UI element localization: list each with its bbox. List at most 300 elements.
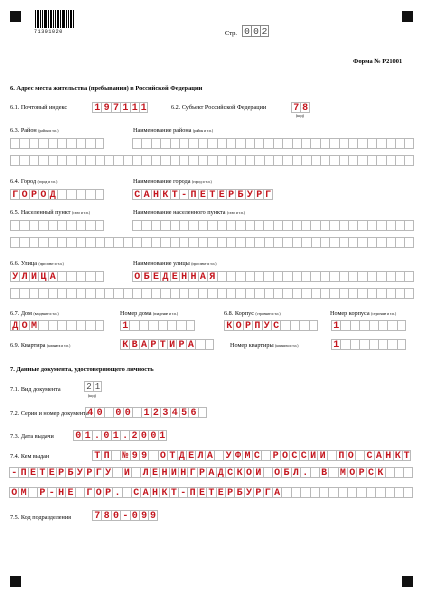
char-cell [320, 237, 329, 248]
char-cell [404, 271, 413, 282]
char-cell [132, 138, 141, 149]
char-cell [273, 155, 282, 166]
char-cell [111, 450, 120, 461]
char-cell [176, 320, 185, 331]
char-cell [245, 237, 254, 248]
char-cell: - [179, 189, 188, 200]
char-cell [350, 339, 359, 350]
char-cell [301, 271, 310, 282]
building-number-field[interactable] [331, 320, 406, 331]
char-cell: 1 [120, 320, 129, 331]
street-name-field-line2[interactable] [10, 288, 414, 299]
char-cell: У [245, 189, 254, 200]
char-cell [367, 138, 376, 149]
char-cell [123, 288, 132, 299]
char-cell [280, 320, 289, 331]
char-cell: Т [158, 339, 167, 350]
char-cell: 0 [113, 407, 122, 418]
char-cell: Г [94, 467, 103, 478]
char-cell [235, 288, 244, 299]
apartment-type-field[interactable] [120, 339, 214, 350]
char-cell: 9 [130, 450, 139, 461]
char-cell [123, 237, 132, 248]
char-cell: Н [179, 271, 188, 282]
locality-type-field[interactable] [10, 220, 104, 231]
char-cell [141, 220, 150, 231]
char-cell: К [120, 339, 129, 350]
char-cell: Т [169, 487, 178, 498]
char-cell [141, 237, 150, 248]
char-cell [394, 467, 403, 478]
char-cell: У [244, 487, 253, 498]
char-cell [386, 220, 395, 231]
division-code-field[interactable] [92, 510, 158, 521]
char-cell [263, 220, 272, 231]
building-type-field[interactable] [224, 320, 318, 331]
char-cell [395, 271, 404, 282]
char-cell [198, 288, 207, 299]
doc-type-label: 7.1. Вид документа [10, 386, 61, 393]
char-cell [95, 237, 104, 248]
char-cell: Р [37, 487, 46, 498]
char-cell: К [224, 320, 233, 331]
char-cell: 0 [242, 25, 251, 37]
street-name-field[interactable] [132, 271, 414, 282]
char-cell [226, 155, 235, 166]
char-cell [112, 467, 121, 478]
char-cell [376, 155, 385, 166]
char-cell: М [29, 320, 38, 331]
char-cell [48, 220, 57, 231]
char-cell [19, 288, 28, 299]
char-cell [217, 271, 226, 282]
char-cell [57, 155, 66, 166]
char-cell: . [92, 430, 101, 441]
char-cell: И [167, 339, 176, 350]
char-cell: С [271, 320, 280, 331]
char-cell [348, 271, 357, 282]
district-label: 6.3. Район (район и т.п.) [10, 127, 59, 134]
char-cell [235, 237, 244, 248]
corner-marker-top-left [10, 11, 21, 22]
char-cell [85, 320, 94, 331]
char-cell [38, 288, 47, 299]
char-cell: № [120, 450, 129, 461]
char-cell: С [131, 487, 140, 498]
page-label: Стр. [225, 30, 238, 37]
char-cell: Т [37, 467, 46, 478]
char-cell: 0 [123, 407, 132, 418]
section-7-title: 7. Данные документа, удостоверяющего личность [10, 366, 154, 373]
char-cell [245, 271, 254, 282]
char-cell [10, 288, 19, 299]
char-cell [263, 138, 272, 149]
char-cell [167, 320, 176, 331]
char-cell [340, 320, 349, 331]
char-cell: Ф [233, 450, 242, 461]
char-cell [339, 288, 348, 299]
char-cell: Л [195, 450, 204, 461]
char-cell: 1 [159, 431, 166, 441]
char-cell [76, 138, 85, 149]
char-cell: К [159, 487, 168, 498]
char-cell [348, 288, 357, 299]
char-cell: А [198, 271, 207, 282]
char-cell [132, 407, 141, 418]
char-cell: 8 [101, 510, 110, 521]
char-cell [104, 237, 113, 248]
char-cell [387, 320, 396, 331]
char-cell: 7 [111, 102, 120, 113]
char-cell: Г [187, 467, 196, 478]
char-cell: . [112, 487, 121, 498]
char-cell: С [289, 450, 298, 461]
apartment-label: 6.9. Квартира (комната и т.п.) [10, 342, 71, 349]
char-cell [235, 271, 244, 282]
char-cell: 0 [148, 430, 157, 441]
char-cell: В [319, 467, 328, 478]
char-cell [357, 220, 366, 231]
char-cell: Н [56, 487, 65, 498]
char-cell [217, 288, 226, 299]
char-cell: Н [151, 189, 160, 200]
char-cell [66, 237, 75, 248]
char-cell: Б [65, 467, 74, 478]
char-cell: М [338, 467, 347, 478]
apartment-number-field[interactable] [331, 339, 406, 350]
char-cell [179, 220, 188, 231]
issued-by-field-line3[interactable] [9, 487, 413, 498]
char-cell [340, 339, 349, 350]
char-cell [76, 189, 85, 200]
series-number-field[interactable] [85, 407, 207, 418]
char-cell [29, 155, 38, 166]
char-cell [366, 487, 375, 498]
char-cell [339, 155, 348, 166]
char-cell: Р [253, 487, 262, 498]
char-cell [85, 189, 94, 200]
char-cell [76, 237, 85, 248]
char-cell [348, 155, 357, 166]
char-cell [376, 220, 385, 231]
char-cell: 4 [170, 407, 179, 418]
char-cell [367, 155, 376, 166]
char-cell [29, 237, 38, 248]
char-cell [207, 237, 216, 248]
postal-index-field[interactable] [92, 102, 148, 113]
char-cell [160, 155, 169, 166]
char-cell: Г [265, 190, 272, 200]
char-cell [395, 288, 404, 299]
char-cell: С [225, 467, 234, 478]
char-cell [395, 138, 404, 149]
char-cell [95, 138, 104, 149]
char-cell [376, 271, 385, 282]
char-cell: 1 [111, 430, 120, 441]
char-cell: Е [65, 487, 74, 498]
char-cell: У [75, 467, 84, 478]
char-cell: Е [151, 271, 160, 282]
char-cell [95, 271, 104, 282]
char-cell: Е [197, 487, 206, 498]
char-cell: Е [170, 271, 179, 282]
char-cell [375, 487, 384, 498]
char-cell [57, 189, 66, 200]
char-cell [291, 487, 300, 498]
char-cell [85, 288, 94, 299]
char-cell [282, 271, 291, 282]
char-cell: 1 [141, 407, 150, 418]
char-cell [301, 237, 310, 248]
char-cell [207, 220, 216, 231]
char-cell [311, 288, 320, 299]
char-cell [188, 288, 197, 299]
char-cell: 0 [130, 510, 139, 521]
char-cell: Л [19, 271, 28, 282]
char-cell: С [364, 450, 373, 461]
char-cell: - [178, 487, 187, 498]
char-cell: П [252, 320, 261, 331]
char-cell: М [18, 487, 27, 498]
char-cell [300, 487, 309, 498]
char-cell [76, 320, 85, 331]
char-cell [299, 320, 308, 331]
char-cell [282, 288, 291, 299]
char-cell [329, 271, 338, 282]
char-cell [57, 237, 66, 248]
char-cell [76, 271, 85, 282]
char-cell [263, 271, 272, 282]
char-cell [404, 288, 413, 299]
char-cell [48, 138, 57, 149]
char-cell: А [206, 467, 215, 478]
char-cell: Л [291, 467, 300, 478]
char-cell [386, 288, 395, 299]
char-cell [226, 138, 235, 149]
char-cell: 2 [129, 430, 138, 441]
house-type-field[interactable] [10, 320, 104, 331]
char-cell [264, 237, 273, 248]
char-cell [245, 138, 254, 149]
char-cell [10, 155, 19, 166]
char-cell: С [132, 189, 141, 200]
char-cell [348, 138, 357, 149]
street-type-field[interactable] [10, 271, 104, 282]
subject-field[interactable] [291, 102, 310, 113]
char-cell [151, 155, 160, 166]
issue-date-label: 7.3. Дата выдачи [10, 433, 54, 440]
postal-index-label: 6.1. Почтовый индекс [10, 104, 68, 111]
char-cell [329, 220, 338, 231]
char-cell: Н [159, 467, 168, 478]
char-cell [66, 320, 75, 331]
char-cell: 2 [84, 381, 93, 392]
char-cell: 9 [139, 510, 148, 521]
char-cell [188, 237, 197, 248]
locality-name-field-line2[interactable] [10, 237, 414, 248]
char-cell: Е [47, 467, 56, 478]
char-cell [141, 155, 150, 166]
char-cell: - [47, 487, 56, 498]
house-number-field[interactable] [120, 320, 195, 331]
char-cell [348, 220, 357, 231]
char-cell: О [233, 320, 242, 331]
char-cell: П [336, 450, 345, 461]
char-cell: 3 [160, 407, 169, 418]
char-cell [38, 237, 47, 248]
char-cell: Р [270, 450, 279, 461]
char-cell [403, 467, 412, 478]
char-cell [357, 271, 366, 282]
char-cell [19, 138, 28, 149]
char-cell [76, 155, 85, 166]
char-cell [160, 237, 169, 248]
char-cell [376, 288, 385, 299]
house-number-label: Номер дома (владение и т.п.) [120, 310, 179, 317]
char-cell [205, 339, 214, 350]
char-cell [131, 467, 140, 478]
char-cell [179, 138, 188, 149]
char-cell: А [48, 271, 57, 282]
char-cell [301, 155, 310, 166]
char-cell: Р [148, 339, 157, 350]
char-cell [397, 339, 406, 350]
char-cell [301, 288, 310, 299]
char-cell [160, 220, 169, 231]
char-cell [329, 155, 338, 166]
char-cell [10, 237, 19, 248]
doc-type-field[interactable] [84, 381, 102, 392]
char-cell [311, 237, 320, 248]
char-cell: Р [29, 189, 38, 200]
barcode [35, 10, 75, 28]
char-cell [207, 288, 216, 299]
char-cell [95, 288, 104, 299]
char-cell [66, 138, 75, 149]
district-type-field[interactable] [10, 138, 104, 149]
char-cell [404, 138, 413, 149]
char-cell [404, 220, 413, 231]
char-cell [320, 138, 329, 149]
char-cell: Д [177, 450, 186, 461]
char-cell [404, 155, 413, 166]
char-cell [151, 220, 160, 231]
district-name-field-line2[interactable] [10, 155, 414, 166]
series-number-label: 7.2. Серия и номер документа [10, 410, 89, 417]
char-cell [282, 138, 291, 149]
street-label: 6.6. Улица (проспект и т.п.) [10, 260, 64, 267]
char-cell: Е [216, 487, 225, 498]
char-cell [104, 407, 113, 418]
city-label: 6.4. Город (город и т.п.) [10, 178, 58, 185]
char-cell [226, 220, 235, 231]
corner-marker-top-right [402, 11, 413, 22]
char-cell: Н [383, 450, 392, 461]
char-cell [188, 138, 197, 149]
char-cell [367, 288, 376, 299]
char-cell [207, 155, 216, 166]
char-cell: 5 [179, 407, 188, 418]
char-cell: О [244, 467, 253, 478]
char-cell [19, 220, 28, 231]
char-cell: Т [92, 450, 101, 461]
char-cell [85, 138, 94, 149]
city-name-field[interactable] [132, 189, 273, 200]
char-cell [357, 155, 366, 166]
char-cell [357, 237, 366, 248]
char-cell: 2 [261, 26, 268, 37]
char-cell [311, 155, 320, 166]
division-code-label: 7.5. Код подразделения [10, 514, 72, 521]
issue-date-field[interactable] [73, 430, 167, 441]
district-name-field[interactable] [132, 138, 414, 149]
char-cell [359, 339, 368, 350]
char-cell [122, 487, 131, 498]
char-cell: Е [150, 467, 159, 478]
char-cell [217, 220, 226, 231]
barcode-number: 71301020 [34, 29, 63, 35]
char-cell [57, 220, 66, 231]
char-cell [301, 220, 310, 231]
char-cell: О [9, 487, 18, 498]
char-cell [273, 271, 282, 282]
char-cell: 0 [101, 430, 110, 441]
form-name: Форма № Р21001 [353, 58, 403, 65]
char-cell: Д [10, 320, 19, 331]
char-cell: О [94, 487, 103, 498]
char-cell [394, 487, 403, 498]
char-cell [170, 237, 179, 248]
char-cell: Р [225, 487, 234, 498]
issued-by-field-line2[interactable] [9, 467, 413, 478]
char-cell [282, 155, 291, 166]
char-cell [261, 450, 270, 461]
char-cell [85, 271, 94, 282]
char-cell [148, 320, 157, 331]
char-cell [48, 288, 57, 299]
char-cell [367, 237, 376, 248]
char-cell: И [317, 450, 326, 461]
char-cell [38, 320, 47, 331]
char-cell: Б [141, 271, 150, 282]
char-cell [386, 138, 395, 149]
char-cell [347, 487, 356, 498]
char-cell [273, 237, 282, 248]
char-cell [376, 138, 385, 149]
char-cell [66, 220, 75, 231]
city-type-field[interactable] [10, 189, 104, 200]
char-cell: 2 [151, 407, 160, 418]
char-cell: Б [281, 467, 290, 478]
char-cell [320, 220, 329, 231]
corner-marker-bottom-left [10, 576, 21, 587]
locality-name-field[interactable] [132, 220, 414, 231]
char-cell [378, 339, 387, 350]
char-cell [19, 237, 28, 248]
char-cell [301, 138, 310, 149]
char-cell: Б [234, 487, 243, 498]
char-cell: О [347, 467, 356, 478]
char-cell [151, 288, 160, 299]
char-cell [113, 237, 122, 248]
issued-by-field-line1[interactable] [92, 450, 411, 461]
char-cell [85, 155, 94, 166]
char-cell [129, 320, 138, 331]
char-cell: У [223, 450, 232, 461]
char-cell [141, 138, 150, 149]
char-cell [395, 237, 404, 248]
street-name-label: Наименование улицы (проспект и т.п.) [133, 260, 217, 267]
